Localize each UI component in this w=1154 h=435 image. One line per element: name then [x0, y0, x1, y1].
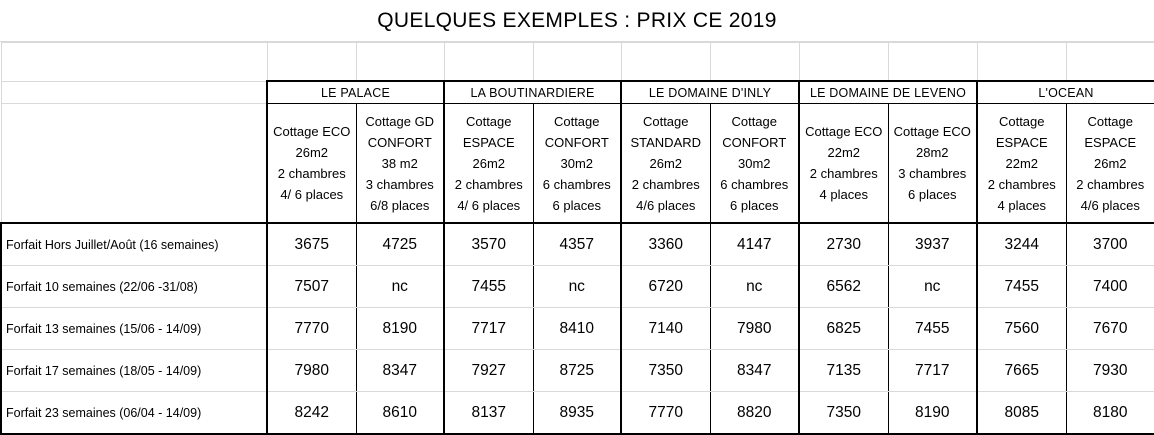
cottage-type-line: CONFORT: [357, 132, 444, 153]
cottage-type-line: 2 chambres: [800, 163, 888, 184]
price-cell: 7927: [444, 350, 533, 392]
price-cell: 7560: [977, 308, 1066, 350]
cottage-type-line: 26m2: [622, 153, 710, 174]
cottage-type-line: Cottage ECO: [889, 121, 977, 142]
cottage-type-line: ESPACE: [445, 132, 533, 153]
price-rows: [1, 223, 1154, 434]
price-cell: 7455: [977, 266, 1066, 308]
price-cell: 7670: [1066, 308, 1154, 350]
price-cell: 8820: [710, 392, 799, 435]
price-cell: 8085: [977, 392, 1066, 435]
price-cell: 6562: [799, 266, 888, 308]
cottage-type-header: [356, 104, 444, 224]
cottage-type-row: [1, 104, 1154, 224]
price-cell: 8610: [356, 392, 444, 435]
price-cell: 6825: [799, 308, 888, 350]
price-cell: 7140: [621, 308, 710, 350]
cottage-type-line: 26m2: [445, 153, 533, 174]
price-cell: 8347: [710, 350, 799, 392]
cottage-type-line: 2 chambres: [622, 174, 710, 195]
row-label: Forfait Hors Juillet/Août (16 semaines): [1, 223, 267, 266]
domain-header: L'OCEAN: [977, 81, 1154, 104]
cottage-type-header: [621, 104, 710, 224]
cottage-type-line: Cottage GD: [357, 111, 444, 132]
price-cell: 8190: [888, 392, 977, 435]
price-cell: 7507: [267, 266, 356, 308]
cottage-type-line: 30m2: [711, 153, 799, 174]
cottage-type-line: Cottage: [445, 111, 533, 132]
price-table: [0, 42, 1154, 435]
cottage-type-line: 2 chambres: [978, 174, 1066, 195]
price-cell: 8190: [356, 308, 444, 350]
price-cell: 7717: [888, 350, 977, 392]
cottage-type-line: 28m2: [889, 142, 977, 163]
cottage-type-line: 4/6 places: [622, 195, 710, 216]
price-cell: nc: [533, 266, 621, 308]
price-cell: 3360: [621, 223, 710, 266]
cottage-type-line: 2 chambres: [1067, 174, 1154, 195]
cottage-type-line: Cottage: [1067, 111, 1154, 132]
cottage-type-line: 4 places: [978, 195, 1066, 216]
price-cell: 7930: [1066, 350, 1154, 392]
cottage-type-line: 22m2: [800, 142, 888, 163]
cottage-type-line: CONFORT: [711, 132, 799, 153]
price-cell: 7770: [267, 308, 356, 350]
price-cell: 3570: [444, 223, 533, 266]
price-cell: 8347: [356, 350, 444, 392]
price-cell: 8180: [1066, 392, 1154, 435]
cottage-type-line: ESPACE: [978, 132, 1066, 153]
cottage-type-line: ESPACE: [1067, 132, 1154, 153]
table-row: [1, 308, 1154, 350]
table-row: [1, 392, 1154, 435]
row-label: Forfait 23 semaines (06/04 - 14/09): [1, 392, 267, 435]
cottage-type-line: CONFORT: [534, 132, 621, 153]
price-cell: nc: [710, 266, 799, 308]
table-row: [1, 223, 1154, 266]
cottage-type-line: Cottage: [978, 111, 1066, 132]
cottage-type-line: 6 places: [889, 184, 977, 205]
cottage-type-line: Cottage: [534, 111, 621, 132]
price-cell: 2730: [799, 223, 888, 266]
table-row: [1, 266, 1154, 308]
price-cell: 3700: [1066, 223, 1154, 266]
price-cell: 7980: [710, 308, 799, 350]
domain-header: LE DOMAINE DE LEVENO: [799, 81, 977, 104]
price-cell: 7455: [444, 266, 533, 308]
price-cell: nc: [888, 266, 977, 308]
cottage-type-line: Cottage ECO: [268, 121, 356, 142]
cottage-type-header: [267, 104, 356, 224]
price-cell: 3937: [888, 223, 977, 266]
price-cell: 7980: [267, 350, 356, 392]
domain-header: LA BOUTINARDIERE: [444, 81, 621, 104]
cottage-type-header: [977, 104, 1066, 224]
cottage-type-line: 2 chambres: [445, 174, 533, 195]
cottage-type-line: Cottage: [622, 111, 710, 132]
cottage-type-header: [444, 104, 533, 224]
price-cell: 7455: [888, 308, 977, 350]
cottage-type-header: [1066, 104, 1154, 224]
cottage-type-line: Cottage ECO: [800, 121, 888, 142]
page-title: QUELQUES EXEMPLES : PRIX CE 2019: [0, 0, 1154, 42]
cottage-type-line: 3 chambres: [357, 174, 444, 195]
empty-row: [1, 43, 1154, 82]
price-cell: 8410: [533, 308, 621, 350]
price-cell: 7717: [444, 308, 533, 350]
cottage-type-line: 6 chambres: [711, 174, 799, 195]
price-cell: 7665: [977, 350, 1066, 392]
price-cell: 8725: [533, 350, 621, 392]
price-cell: 8137: [444, 392, 533, 435]
cottage-type-header: [710, 104, 799, 224]
domain-header: LE DOMAINE D'INLY: [621, 81, 799, 104]
cottage-type-line: 4/ 6 places: [445, 195, 533, 216]
price-cell: 7135: [799, 350, 888, 392]
cottage-type-line: 2 chambres: [268, 163, 356, 184]
table-row: [1, 350, 1154, 392]
cottage-type-line: 38 m2: [357, 153, 444, 174]
cottage-type-header: [799, 104, 888, 224]
price-cell: 4725: [356, 223, 444, 266]
domain-header-row: [1, 81, 1154, 104]
cottage-type-header: [533, 104, 621, 224]
cottage-type-line: 6/8 places: [357, 195, 444, 216]
price-cell: nc: [356, 266, 444, 308]
price-cell: 7350: [799, 392, 888, 435]
cottage-type-line: 3 chambres: [889, 163, 977, 184]
domain-header: LE PALACE: [267, 81, 444, 104]
cottage-type-line: 4/ 6 places: [268, 184, 356, 205]
price-cell: 4147: [710, 223, 799, 266]
cottage-type-line: 6 places: [534, 195, 621, 216]
price-cell: 8242: [267, 392, 356, 435]
row-label: Forfait 13 semaines (15/06 - 14/09): [1, 308, 267, 350]
cottage-type-line: 4/6 places: [1067, 195, 1154, 216]
price-cell: 7400: [1066, 266, 1154, 308]
cottage-type-header: [888, 104, 977, 224]
price-cell: 7350: [621, 350, 710, 392]
price-cell: 4357: [533, 223, 621, 266]
cottage-type-line: Cottage: [711, 111, 799, 132]
cottage-type-line: 6 chambres: [534, 174, 621, 195]
row-label: Forfait 10 semaines (22/06 -31/08): [1, 266, 267, 308]
cottage-type-line: 30m2: [534, 153, 621, 174]
cottage-type-line: 4 places: [800, 184, 888, 205]
price-cell: 8935: [533, 392, 621, 435]
price-cell: 7770: [621, 392, 710, 435]
cottage-type-line: 26m2: [268, 142, 356, 163]
cottage-type-line: 22m2: [978, 153, 1066, 174]
cottage-type-line: STANDARD: [622, 132, 710, 153]
price-cell: 3675: [267, 223, 356, 266]
cottage-type-line: 26m2: [1067, 153, 1154, 174]
price-cell: 3244: [977, 223, 1066, 266]
cottage-type-line: 6 places: [711, 195, 799, 216]
row-label: Forfait 17 semaines (18/05 - 14/09): [1, 350, 267, 392]
price-cell: 6720: [621, 266, 710, 308]
